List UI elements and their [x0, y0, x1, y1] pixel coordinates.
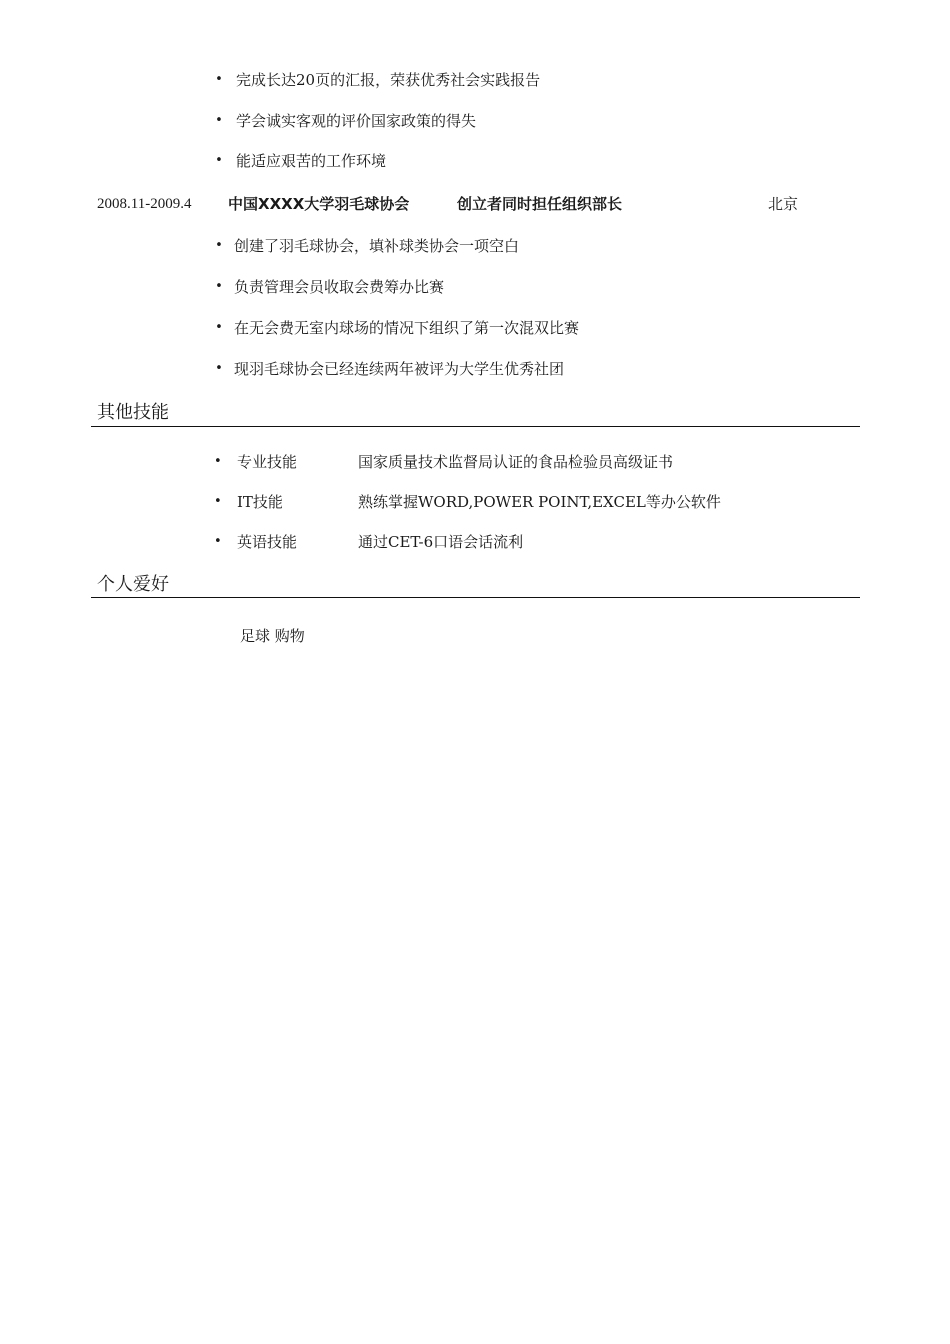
bullet-icon: •	[215, 72, 223, 87]
bullet-icon: •	[215, 238, 223, 253]
skill-name: 英语技能	[237, 533, 298, 551]
skill-description: 国家质量技术监督局认证的食品检验员高级证书	[358, 453, 674, 471]
hobbies-text: 足球 购物	[240, 627, 305, 645]
bullet-icon: •	[215, 279, 223, 294]
section-divider	[91, 597, 860, 598]
bullet-text: 能适应艰苦的工作环境	[236, 152, 387, 170]
bullet-icon: •	[215, 361, 223, 376]
skill-description: 通过CET-6口语会话流利	[358, 533, 524, 551]
bullet-icon: •	[214, 454, 222, 469]
experience-location: 北京	[768, 195, 799, 213]
bullet-text: 在无会费无室内球场的情况下组织了第一次混双比赛	[234, 319, 580, 337]
bullet-text: 完成长达20页的汇报，荣获优秀社会实践报告	[236, 71, 541, 89]
section-divider	[91, 426, 860, 427]
bullet-icon: •	[215, 320, 223, 335]
bullet-icon: •	[214, 534, 222, 549]
bullet-text: 创建了羽毛球协会，填补球类协会一项空白	[234, 237, 520, 255]
bullet-text: 现羽毛球协会已经连续两年被评为大学生优秀社团	[234, 360, 565, 378]
bullet-icon: •	[214, 494, 222, 509]
experience-date: 2008.11-2009.4	[97, 196, 192, 212]
experience-organization: 中国XXXX大学羽毛球协会	[228, 195, 410, 213]
experience-row	[0, 193, 950, 215]
section-title-skills: 其他技能	[97, 402, 169, 423]
bullet-text: 学会诚实客观的评价国家政策的得失	[236, 112, 477, 130]
bullet-icon: •	[215, 113, 223, 128]
experience-role: 创立者同时担任组织部长	[457, 195, 623, 213]
section-title-hobbies: 个人爱好	[97, 574, 169, 595]
bullet-text: 负责管理会员收取会费筹办比赛	[234, 278, 445, 296]
skill-name: IT技能	[237, 493, 283, 511]
skill-name: 专业技能	[237, 453, 298, 471]
bullet-icon: •	[215, 153, 223, 168]
skill-description: 熟练掌握WORD,POWER POINT,EXCEL等办公软件	[358, 493, 721, 511]
